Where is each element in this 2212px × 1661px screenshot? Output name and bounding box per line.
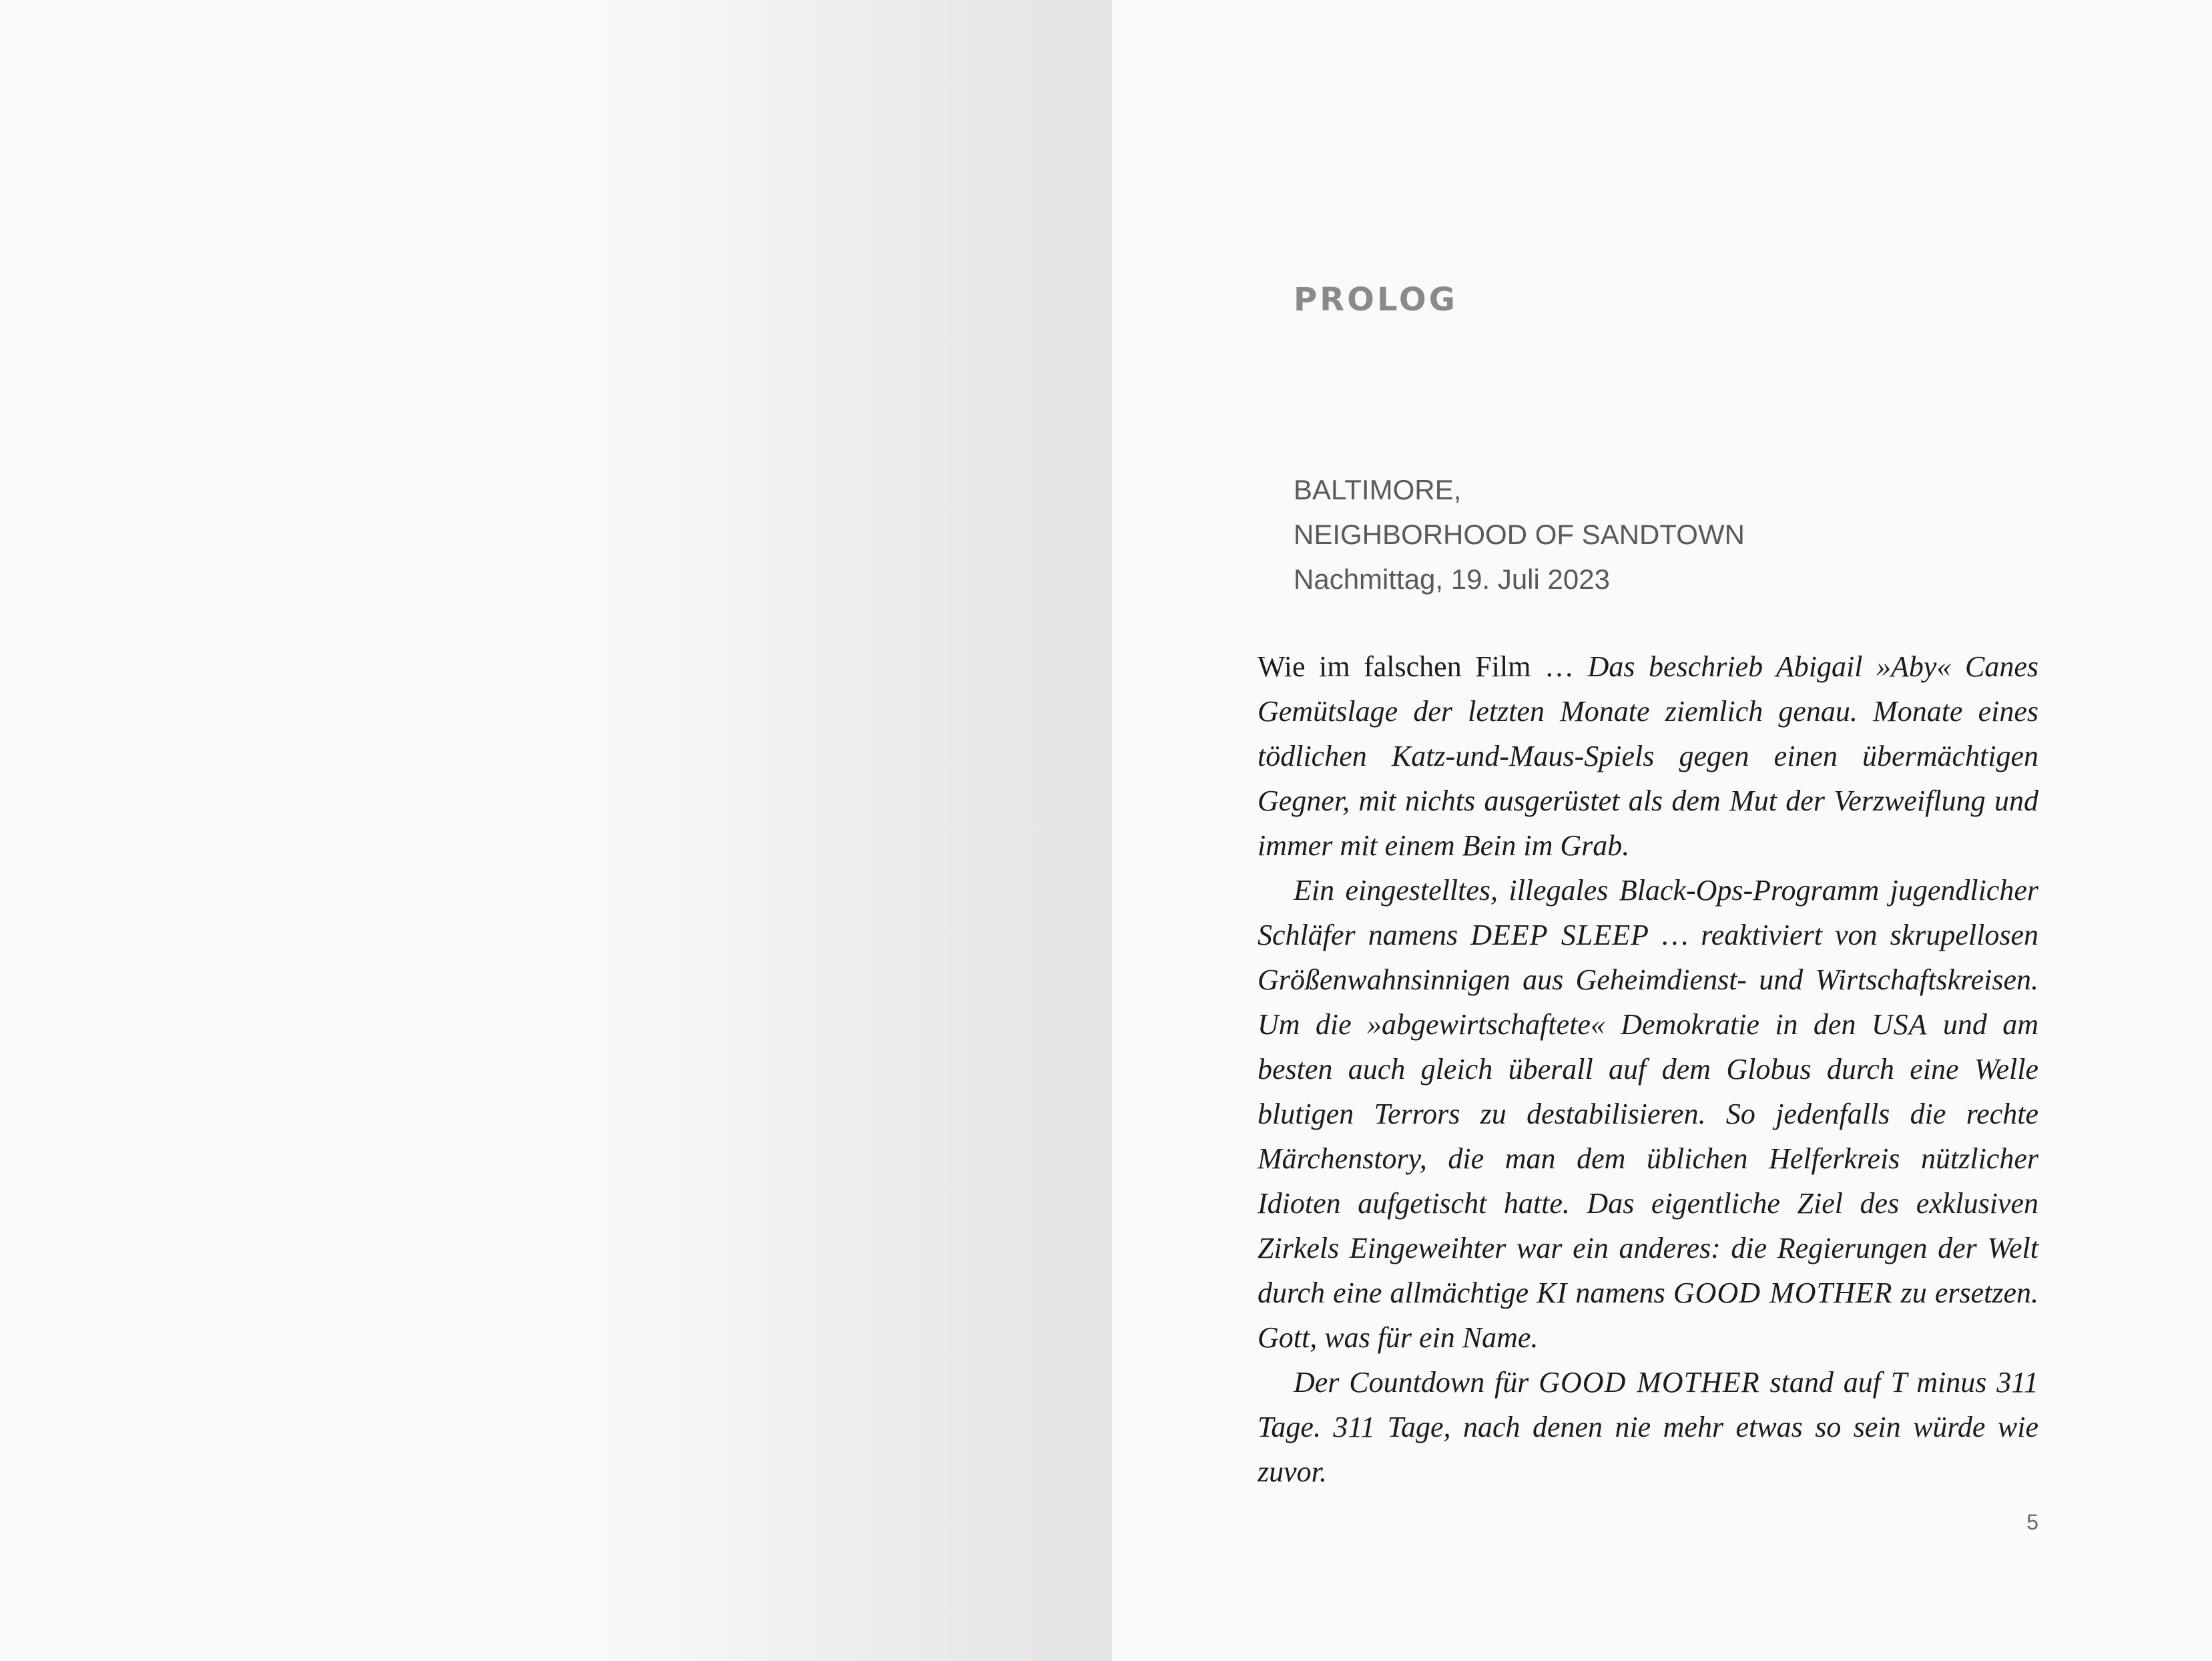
ai-name-2: GOOD MOTHER xyxy=(1539,1366,1760,1399)
paragraph-3-text-a: Der Countdown für xyxy=(1294,1366,1539,1399)
location-datetime: Nachmittag, 19. Juli 2023 xyxy=(1294,563,1610,595)
paragraph-1-opening: Wie im falschen Film … xyxy=(1258,650,1588,683)
paragraph-2-text-b: … reaktiviert von skrupellosen Größenwahnsinnigen aus Geheimdienst- und Wirtschaftskreisen. Um die »abgewirtschaftete« Demokratie in den xyxy=(1258,919,2039,1041)
paragraph-3 xyxy=(1258,1360,2038,1494)
paragraph-2 xyxy=(1258,868,2038,1360)
paragraph-2-text-d: namens xyxy=(1567,1276,1673,1309)
ai-abbrev: KI xyxy=(1537,1276,1568,1309)
paragraph-2-text-a: Ein eingestelltes, illegales Black-Ops-Programm jugendlicher Schläfer namens xyxy=(1258,874,2038,951)
body-text xyxy=(1258,644,2038,1494)
right-page xyxy=(1112,0,2212,1661)
location-city: BALTIMORE, xyxy=(1294,474,1462,505)
location-block xyxy=(1294,467,1745,602)
paragraph-2-text-e: zu ersetzen. Gott, was für ein Name. xyxy=(1258,1276,2039,1354)
chapter-title: PROLOG xyxy=(1294,281,1458,318)
paragraph-1 xyxy=(1258,644,2038,868)
country-abbrev: USA xyxy=(1871,1008,1928,1041)
program-name: DEEP SLEEP xyxy=(1470,919,1650,951)
paragraph-3-text-b: stand auf T minus 311 Tage. 311 Tage, nach denen nie mehr etwas so sein würde wie zuvor. xyxy=(1258,1366,2038,1488)
paragraph-1-italic: Das beschrieb Abigail »Aby« Canes Gemütslage der letzten Monate ziemlich genau. Monate eines tödlichen Katz-und-Maus-Spiels gegen einen übermächtigen Gegner, mit nichts ausgerüstet als dem Mut der Verzweiflung und immer mit einem Bein im Grab. xyxy=(1258,650,2038,862)
page-number: 5 xyxy=(2026,1510,2038,1534)
ai-name: GOOD MOTHER xyxy=(1673,1276,1893,1309)
paragraph-2-text-c: und am besten auch gleich überall auf dem Globus durch eine Welle blutigen Terrors zu destabilisieren. So jedenfalls die rechte Märchenstory, die man dem üblichen Helferkreis nützlicher Idioten aufgetischt hatte. Das eigentliche Ziel des exklusiven Zirkels Eingeweihter war ein anderes: die Regierungen der Welt durch eine allmächtige xyxy=(1258,1008,2038,1309)
location-neighborhood: NEIGHBORHOOD OF SANDTOWN xyxy=(1294,519,1745,550)
